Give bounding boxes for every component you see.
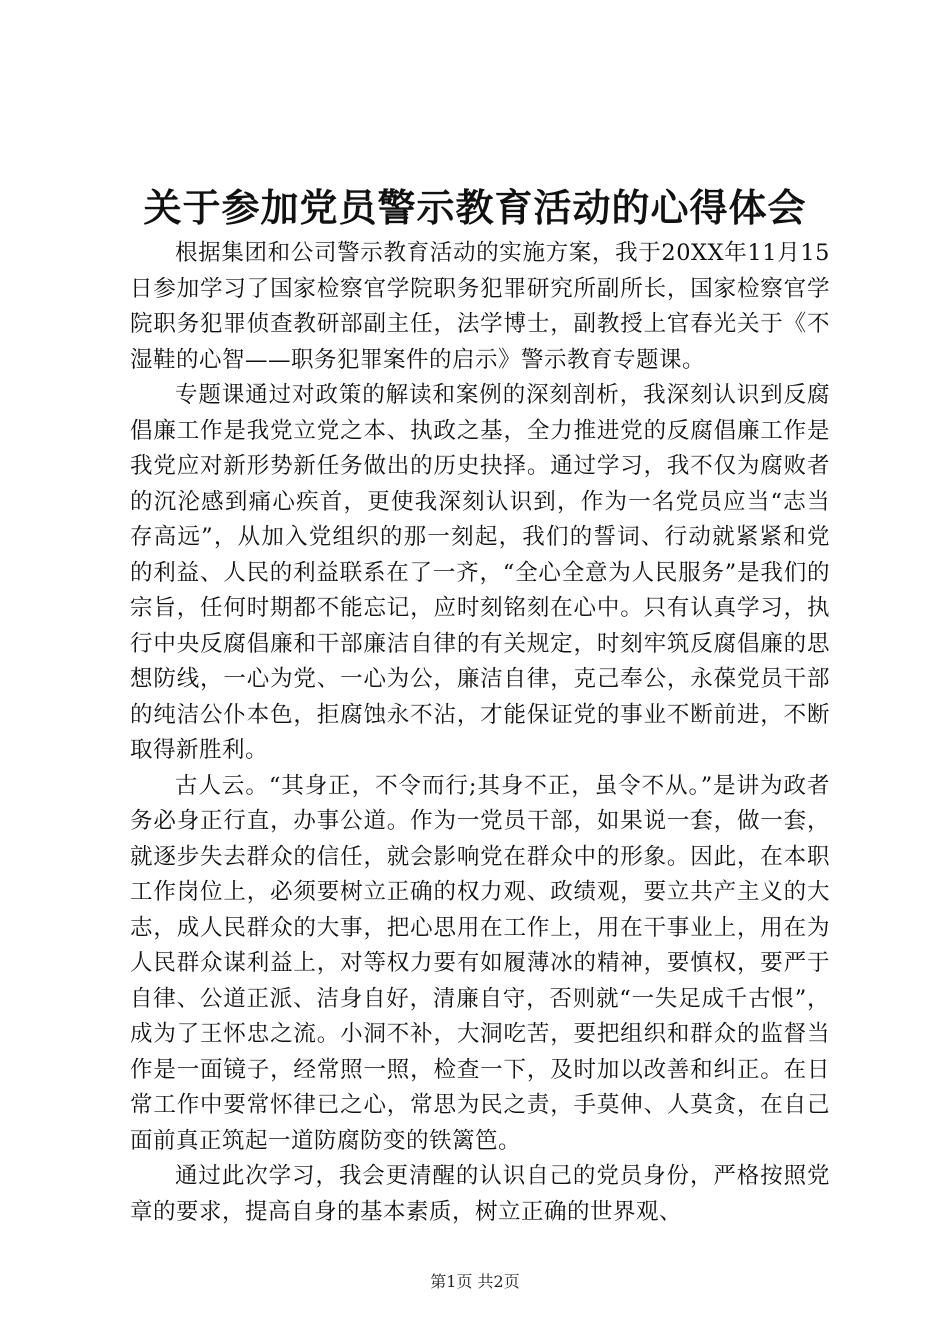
paragraph-1: 根据集团和公司警示教育活动的实施方案，我于20XX年11月15日参加学习了国家检察官学院职务犯罪研究所副所长，国家检察官学院职务犯罪侦查教研部副主任，法学博士，副教授上官春光关于《不湿鞋的心智——职务犯罪案件的启示》警示教育专题课。 <box>130 240 830 373</box>
page-number-footer: 第1页 共2页 <box>430 1272 520 1291</box>
paragraph-4: 通过此次学习，我会更清醒的认识自己的党员身份，严格按照党章的要求，提高自身的基本素质，树立正确的世界观、 <box>130 1163 830 1225</box>
document-body <box>130 236 830 1230</box>
paragraph-2: 专题课通过对政策的解读和案例的深刻剖析，我深刻认识到反腐倡廉工作是我党立党之本、执政之基，全力推进党的反腐倡廉工作是我党应对新形势新任务做出的历史抉择。通过学习，我不仅为腐败者的沉沦感到痛心疾首，更使我深刻认识到，作为一名党员应当“志当存高远”，从加入党组织的那一刻起，我们的誓词、行动就紧紧和党的利益、人民的利益联系在了一齐，“全心全意为人民服务”是我们的宗旨，任何时期都不能忘记，应时刻铭刻在心中。只有认真学习，执行中央反腐倡廉和干部廉洁自律的有关规定，时刻牢筑反腐倡廉的思想防线，一心为党、一心为公，廉洁自律，克己奉公，永葆党员干部的纯洁公仆本色，拒腐蚀永不沾，才能保证党的事业不断前进，不断取得新胜利。 <box>130 382 830 763</box>
paragraph-3: 古人云。“其身正，不令而行;其身不正，虽令不从。”是讲为政者务必身正行直，办事公道。作为一党员干部，如果说一套，做一套，就逐步失去群众的信任，就会影响党在群众中的形象。因此，在本职工作岗位上，必须要树立正确的权力观、政绩观，要立共产主义的大志，成人民群众的大事，把心思用在工作上，用在干事业上，用在为人民群众谋利益上，对等权力要有如履薄冰的精神，要慎权，要严于自律、公道正派、洁身自好，清廉自守，否则就“一失足成千古恨”，成为了王怀忠之流。小洞不补，大洞吃苦，要把组织和群众的监督当作是一面镜子，经常照一照，检查一下，及时加以改善和纠正。在日常工作中要常怀律已之心，常思为民之责，手莫伸、人莫贪，在自己面前真正筑起一道防腐防变的铁篱笆。 <box>130 772 830 1154</box>
document-title: 关于参加党员警示教育活动的心得体会 <box>143 185 807 230</box>
